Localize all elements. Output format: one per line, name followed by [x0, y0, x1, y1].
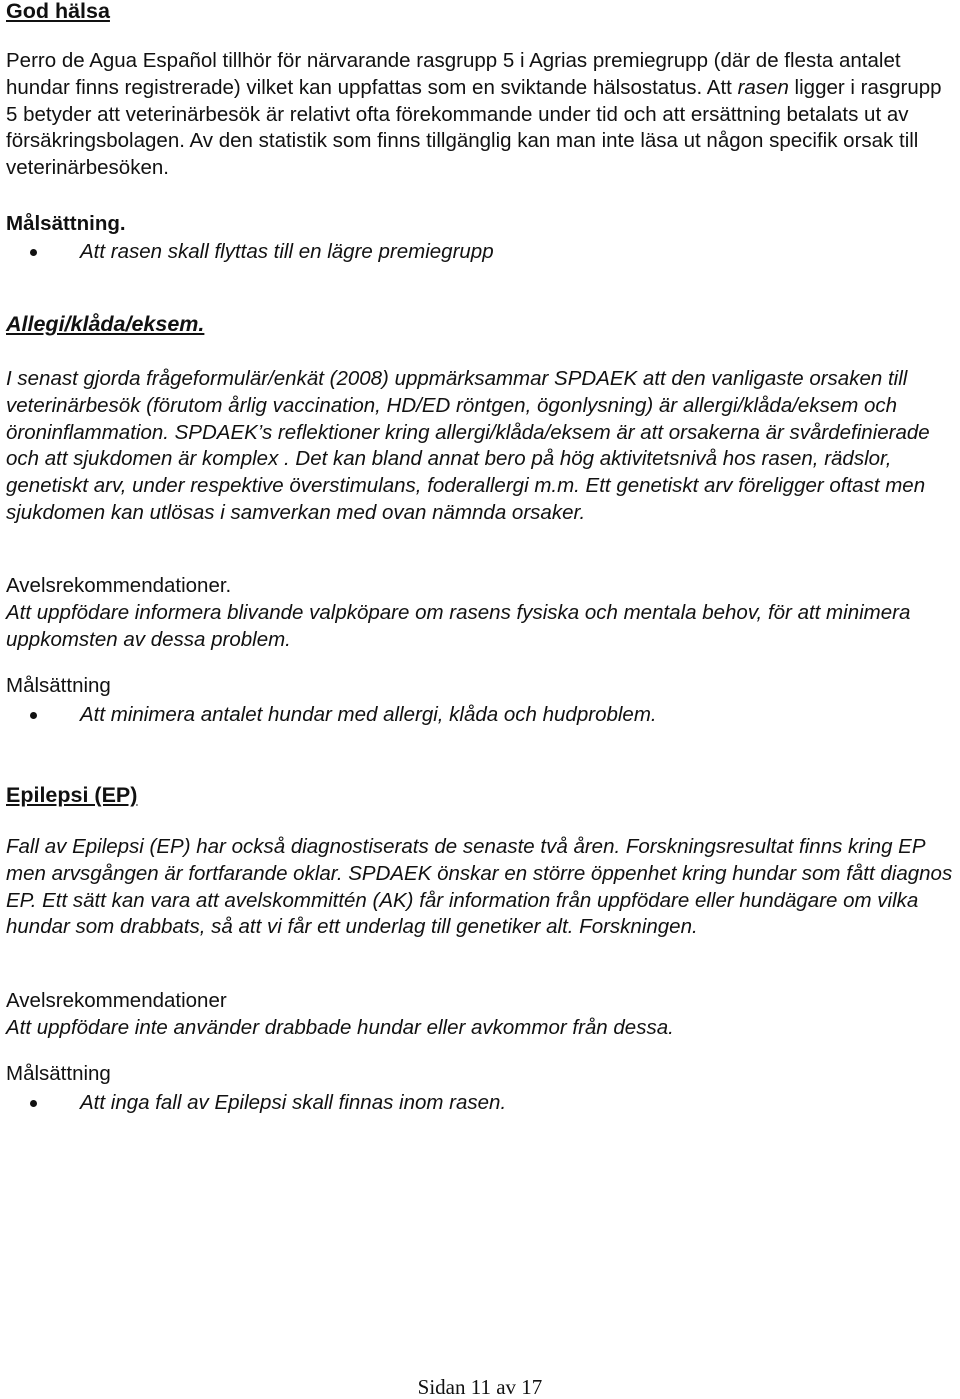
page-number: Sidan 11 av 17: [417, 1375, 543, 1399]
section-heading-god-halsa: God hälsa: [6, 0, 110, 23]
section-heading-allergi: Allegi/klåda/eksem.: [6, 312, 205, 336]
intro-text-1: Perro de Agua Español tillhör för närvarande rasgrupp 5 i Agrias premiegrupp (där de flesta antalet hundar finns registrerade) vilket kan uppfattas som en sviktande hälsostatus. Att: [6, 49, 901, 99]
intro-text-2: ligger i rasgrupp 5 betyder att veterinärbesök är relativt ofta förekommande under tid och att ersättning betalats ut av försäkringsbolagen. Av den statistik som finns tillgänglig kan man inte läsa ut någon specifik orsak till veterinärbesöken.: [6, 75, 942, 180]
allergi-body: I senast gjorda frågeformulär/enkät (2008) uppmärksammar SPDAEK att den vanligaste orsaken till veterinärbesök (förutom årlig vaccination, HD/ED röntgen, ögonlysning) är allergi/klåda/eksem och öroninflammation. SPDAEK’s reflektioner kring allergi/klåda/eksem är att orsakerna är svårdefinierade och att sjukdomen är komplex . Det kan bland annat bero på hög aktivitetsnivå hos rasen, rädslor, genetiskt arv, under respektive överstimulans, foderallergi m.m. Ett genetiskt arv föreligger oftast men sjukdomen kan utlösas i samverkan med ovan nämnda orsaker.: [6, 367, 930, 524]
rec-heading-allergi: Avelsrekommendationer.: [6, 574, 232, 597]
goal-heading-allergi: Målsättning: [6, 674, 111, 697]
god-halsa-intro: [6, 48, 954, 182]
rec-heading-epilepsi: Avelsrekommendationer: [6, 989, 227, 1012]
goal-list-allergi: [6, 702, 954, 729]
goal-item-god-halsa: Att rasen skall flyttas till en lägre premiegrupp: [6, 239, 954, 266]
section-heading-epilepsi: Epilepsi (EP): [6, 783, 138, 807]
rec-body-epilepsi: Att uppfödare inte använder drabbade hundar eller avkommor från dessa.: [6, 1016, 674, 1039]
goal-item-epilepsi: Att inga fall av Epilepsi skall finnas inom rasen.: [6, 1090, 954, 1117]
goal-heading-god-halsa: Målsättning.: [6, 212, 126, 235]
goal-heading-epilepsi: Målsättning: [6, 1062, 111, 1085]
goal-list-god-halsa: [6, 239, 954, 266]
intro-emphasis: rasen: [737, 75, 789, 99]
epilepsi-body: Fall av Epilepsi (EP) har också diagnostiserats de senaste två åren. Forskningsresultat finns kring EP men arvsgången är fortfarande oklar. SPDAEK önskar en större öppenhet kring hundar som fått diagnos EP. Ett sätt kan vara att avelskommittén (AK) får information från uppfödare eller hundägare om vilka hundar som drabbats, så att vi får ett underlag till genetiker alt. Forskningen.: [6, 835, 953, 939]
goal-item-allergi: Att minimera antalet hundar med allergi, klåda och hudproblem.: [6, 702, 954, 729]
rec-body-allergi: Att uppfödare informera blivande valpköpare om rasens fysiska och mentala behov, för att minimera uppkomsten av dessa problem.: [6, 601, 911, 651]
goal-list-epilepsi: [6, 1090, 954, 1117]
